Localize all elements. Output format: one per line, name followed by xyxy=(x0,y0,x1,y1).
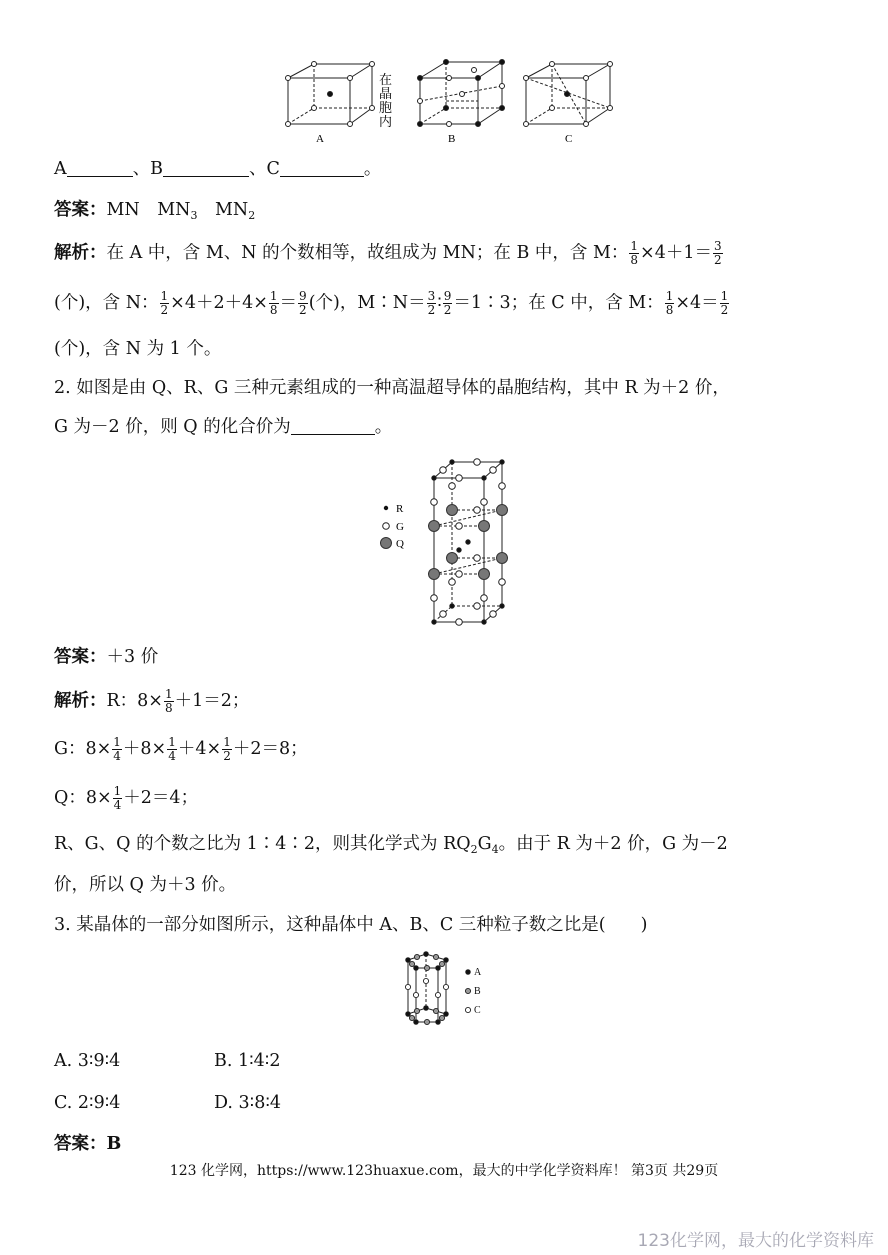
q2-stem-line2: G 为－2 价，则 Q 的化合价为 。 xyxy=(54,417,393,437)
option-b[interactable]: B. 1∶4∶2 xyxy=(214,1051,281,1071)
q2-stem-line1: 2. 如图是由 Q、R、G 三种元素组成的一种高温超导体的晶胞结构，其中 R 为＋2 价， xyxy=(54,378,730,398)
fraction: $\frac{1}{8}$ xyxy=(665,289,674,317)
cube-a xyxy=(286,62,375,127)
figure-crystal-cells-abc xyxy=(276,56,616,148)
page-footer: 123 化学网，https://www.123huaxue.com，最大的中学化学资料库！ 第3页 共29页 xyxy=(169,1163,719,1179)
fraction: $\frac{9}{2}$ xyxy=(443,289,452,317)
svg-text:内: 内 xyxy=(379,115,393,130)
blank-c[interactable] xyxy=(280,158,364,177)
cube-b xyxy=(418,60,505,127)
q2-legend xyxy=(381,503,405,550)
svg-text:R: R xyxy=(396,503,404,515)
svg-text:晶: 晶 xyxy=(379,87,393,102)
cube-c xyxy=(524,62,613,127)
fraction: $\frac{1}{8}$ xyxy=(630,239,639,267)
fraction: $\frac{1}{8}$ xyxy=(164,687,173,715)
blank-b[interactable] xyxy=(163,158,249,177)
q2-last-line: 价，所以 Q 为＋3 价。 xyxy=(54,875,237,895)
q1-answer: 答案：MN $MN_3$ $MN_2$ xyxy=(54,200,256,222)
fraction: $\frac{3}{2}$ xyxy=(427,289,436,317)
q2-answer: 答案：＋3 价 xyxy=(54,647,159,667)
fraction: $\frac{1}{4}$ xyxy=(168,735,176,763)
q2-analysis-g: G：8× $\frac{1}{4}$ ＋8× $\frac{1}{4}$ ＋4× $\frac{1}{2}$ ＋2＝8； xyxy=(54,735,308,763)
figure-prism-cell xyxy=(396,950,496,1036)
option-c[interactable]: C. 2∶9∶4 xyxy=(54,1093,121,1113)
q3-options-row2 xyxy=(54,1090,281,1116)
option-a[interactable]: A. 3∶9∶4 xyxy=(54,1051,121,1071)
blank-a[interactable] xyxy=(67,158,133,177)
fraction: $\frac{1}{2}$ xyxy=(223,735,231,763)
figure-superconductor-cell xyxy=(376,456,516,630)
q2-analysis-q: Q：8× $\frac{1}{4}$ ＋2＝4； xyxy=(54,784,199,812)
q1-blanks: A 、B 、C 。 xyxy=(54,159,382,179)
svg-text:A: A xyxy=(474,967,482,978)
blank-q2[interactable] xyxy=(291,416,375,435)
svg-text:C: C xyxy=(474,1005,481,1016)
fraction: $\frac{9}{2}$ xyxy=(299,289,307,317)
svg-text:胞: 胞 xyxy=(379,101,393,116)
q2-analysis-r: 解析：R：8× $\frac{1}{8}$ ＋1＝2； xyxy=(54,687,250,715)
fig1-label-b: B xyxy=(448,133,456,145)
fraction: $\frac{3}{2}$ xyxy=(713,239,722,267)
svg-text:B: B xyxy=(474,986,481,997)
watermark: 123化学网，最大的化学资料库 xyxy=(637,1231,874,1251)
fraction: $\frac{1}{2}$ xyxy=(160,289,169,317)
q3-legend xyxy=(465,967,482,1016)
q1-analysis-line1: 解析：在 A 中，含 M、N 的个数相等，故组成为 MN；在 B 中，含 M： $\frac{1}{8}$ ×4＋1＝ $\frac{3}{2}$ xyxy=(54,239,722,267)
fraction: $\frac{1}{4}$ xyxy=(113,784,122,812)
svg-text:Q: Q xyxy=(396,538,404,550)
svg-text:在: 在 xyxy=(379,73,393,88)
q3-stem: 3. 某晶体的一部分如图所示，这种晶体中 A、B、C 三种粒子数之比是( ) xyxy=(54,915,648,935)
fraction: $\frac{1}{2}$ xyxy=(720,289,729,317)
fraction: $\frac{1}{4}$ xyxy=(113,735,121,763)
fraction: $\frac{1}{8}$ xyxy=(269,289,278,317)
q3-options-row1 xyxy=(54,1048,281,1074)
svg-text:G: G xyxy=(396,521,404,533)
q2-ratio-line: R、G、Q 的个数之比为 1∶4∶2，则其化学式为 $RQ_2G_4$。由于 R 为＋2 价，G 为－2 xyxy=(54,834,728,856)
q3-answer: 答案：B xyxy=(54,1134,122,1154)
q1-analysis-line3: (个)，含 N 为 1 个。 xyxy=(54,339,222,359)
fig1-label-a: A xyxy=(316,133,324,145)
option-d[interactable]: D. 3∶8∶4 xyxy=(214,1093,282,1113)
fig1-label-c: C xyxy=(565,133,573,145)
fig1-side-text xyxy=(379,73,392,130)
q1-analysis-line2: (个)，含 N： $\frac{1}{2}$ ×4＋2＋4× $\frac{1}{8}$ ＝ $\frac{9}{2}$ (个)，M∶N＝ $\frac{3}{2}$ ∶ $\frac{9}{2}$ ＝1∶3；在 C 中，含 M： $\frac{1}{8}$ ×4＝ $\frac{1}{2}$ xyxy=(54,289,729,317)
